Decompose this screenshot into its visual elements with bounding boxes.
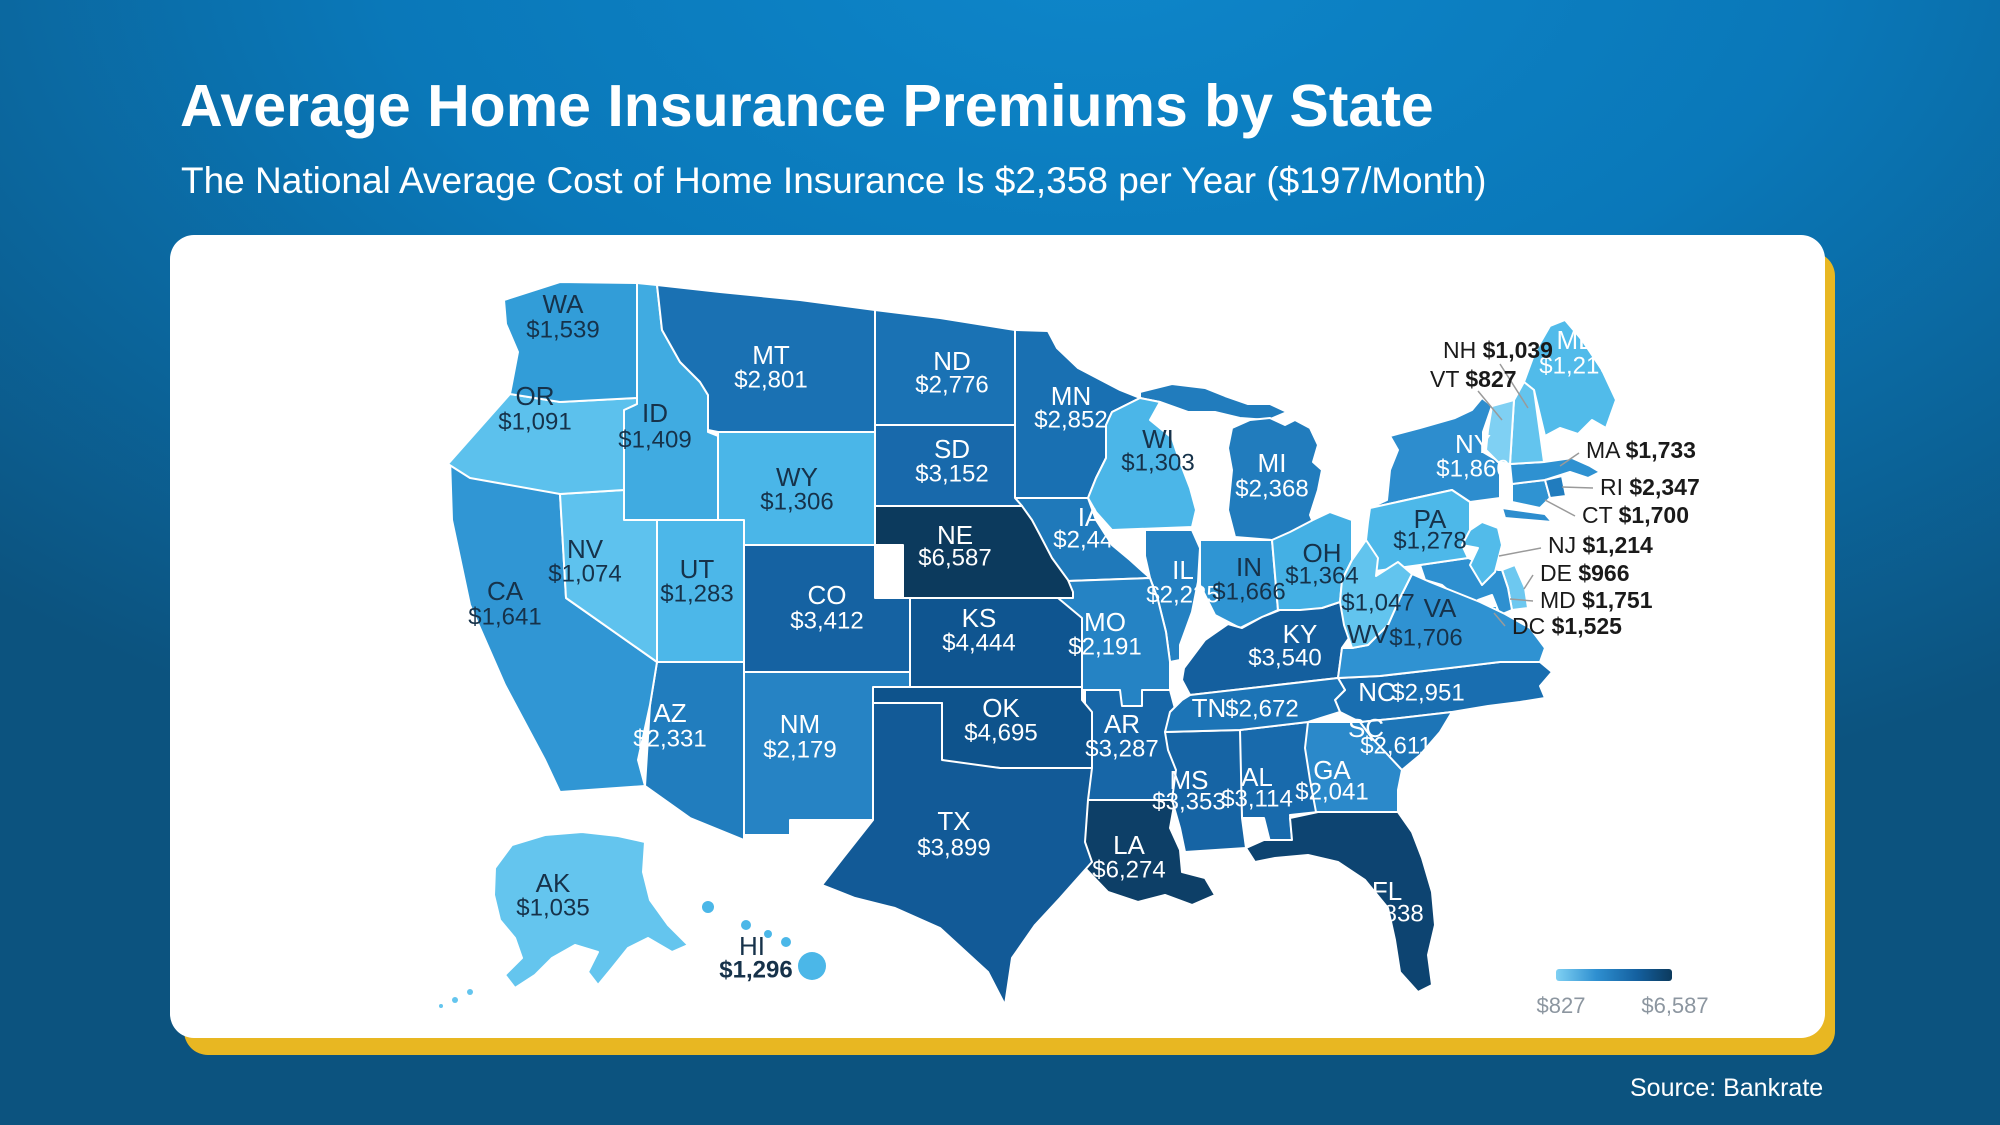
state-NJ-leader-line	[1499, 548, 1541, 556]
state-AK-island	[467, 989, 473, 995]
state-TX-value: $3,899	[917, 834, 991, 862]
state-ND-abbr: ND	[933, 345, 971, 376]
state-AK-island	[452, 997, 458, 1003]
state-IL-abbr: IL	[1172, 554, 1194, 585]
state-NY-abbr: NY	[1454, 428, 1492, 459]
state-SC-abbr: SC	[1347, 712, 1385, 743]
state-MS-value: $3,353	[1152, 788, 1226, 816]
state-OK-abbr: OK	[982, 692, 1020, 723]
state-MI-abbr: MI	[1257, 447, 1287, 478]
state-IA-value: $2,446	[1053, 526, 1127, 554]
state-UT-abbr: UT	[679, 553, 715, 584]
state-GA-value: $2,041	[1295, 778, 1369, 806]
state-HI-island	[741, 920, 751, 930]
state-NE-value: $6,587	[918, 544, 992, 572]
state-WV-abbr: WV	[1347, 618, 1389, 649]
state-LA-value: $6,274	[1092, 856, 1166, 884]
state-MA-label: MA $1,733	[1586, 437, 1696, 464]
state-ND-value: $2,776	[915, 371, 989, 399]
state-MN-abbr: MN	[1050, 380, 1092, 411]
state-AL-value: $3,114	[1221, 785, 1293, 813]
state-WY-abbr: WY	[776, 461, 818, 492]
state-MS-abbr: MS	[1169, 764, 1209, 795]
state-OR-abbr: OR	[515, 380, 555, 411]
state-HI-island	[781, 937, 791, 947]
state-NY-value: $1,860	[1436, 455, 1510, 483]
state-ME-abbr: ME	[1556, 324, 1596, 355]
state-KS-value: $4,444	[942, 629, 1016, 657]
state-AR-abbr: AR	[1103, 708, 1141, 739]
state-WA-abbr: WA	[542, 288, 584, 319]
state-FL-abbr: FL	[1371, 875, 1403, 906]
state-AL-abbr: AL	[1241, 761, 1273, 792]
state-MT-value: $2,801	[734, 366, 808, 394]
state-PA-value: $1,278	[1393, 527, 1467, 555]
state-KY-value: $3,540	[1248, 644, 1322, 672]
state-OR-value: $1,091	[498, 408, 572, 436]
state-IN-abbr: IN	[1236, 551, 1262, 582]
state-SD-abbr: SD	[933, 433, 971, 464]
state-WI-value: $1,303	[1121, 449, 1195, 477]
state-RI-label: RI $2,347	[1600, 474, 1700, 501]
page-subtitle: The National Average Cost of Home Insurance Is $2,358 per Year ($197/Month)	[181, 160, 1487, 201]
state-NE-abbr: NE	[936, 519, 974, 550]
state-CT-leader-line	[1545, 500, 1575, 516]
state-WY-value: $1,306	[760, 488, 834, 516]
state-CA-value: $1,641	[468, 603, 542, 631]
state-MN-value: $2,852	[1034, 406, 1108, 434]
state-IA-abbr: IA	[1077, 501, 1103, 532]
page-title: Average Home Insurance Premiums by State	[180, 73, 1434, 139]
state-AK-abbr: AK	[535, 867, 571, 898]
state-VT-label: VT $827	[1430, 366, 1517, 393]
state-NM-value: $2,179	[763, 736, 837, 764]
state-HI-island	[764, 930, 772, 938]
state-CT-label: CT $1,700	[1582, 502, 1689, 529]
state-NH-label: NH $1,039	[1443, 337, 1553, 364]
state-OH-abbr: OH	[1302, 537, 1342, 568]
state-NY-shape	[1502, 508, 1552, 522]
state-SC-value: $2,611	[1360, 732, 1432, 760]
state-NV-value: $1,074	[548, 560, 622, 588]
state-TN-abbr: TN	[1191, 692, 1227, 723]
state-MO-abbr: MO	[1084, 606, 1126, 637]
state-MD-label: MD $1,751	[1540, 587, 1653, 614]
legend-min-label: $827	[1536, 993, 1586, 1018]
state-MT-abbr: MT	[752, 339, 790, 370]
legend-max-label: $6,587	[1641, 993, 1709, 1018]
state-AK-value: $1,035	[516, 894, 590, 922]
state-VA-abbr: VA	[1423, 592, 1457, 623]
state-DE-label: DE $966	[1540, 560, 1630, 587]
state-IN-value: $1,666	[1212, 578, 1286, 606]
state-AZ-value: $2,331	[633, 725, 707, 753]
state-DE-leader-line	[1524, 575, 1533, 589]
state-TN-value: $2,672	[1225, 695, 1299, 723]
state-GA-abbr: GA	[1313, 754, 1351, 785]
state-HI-abbr: HI	[739, 930, 765, 961]
state-HI-island	[702, 901, 714, 913]
state-NC-abbr: NC	[1358, 676, 1396, 707]
state-NM-abbr: NM	[779, 708, 821, 739]
state-WV-value: $1,047	[1341, 589, 1415, 617]
state-CA-abbr: CA	[486, 575, 524, 606]
state-NC-value: $2,951	[1391, 679, 1465, 707]
state-LA-abbr: LA	[1113, 829, 1145, 860]
state-KY-abbr: KY	[1282, 618, 1318, 649]
state-ID-value: $1,409	[618, 426, 692, 454]
state-VA-value: $1,706	[1389, 624, 1463, 652]
state-OH-value: $1,364	[1285, 562, 1359, 590]
state-DC-label: DC $1,525	[1512, 613, 1622, 640]
state-OK-value: $4,695	[964, 719, 1038, 747]
state-MI-value: $2,368	[1235, 475, 1309, 503]
state-HI-island	[798, 952, 826, 980]
state-NV-abbr: NV	[566, 533, 604, 564]
state-PA-abbr: PA	[1413, 503, 1447, 534]
state-SD-value: $3,152	[915, 460, 989, 488]
state-TX-abbr: TX	[937, 805, 971, 836]
state-HI-value: $1,296	[719, 956, 793, 984]
state-KS-abbr: KS	[961, 602, 997, 633]
state-AK-island	[439, 1004, 443, 1008]
state-WA-value: $1,539	[526, 316, 600, 344]
state-MO-value: $2,191	[1068, 633, 1142, 661]
state-WI-abbr: WI	[1142, 423, 1174, 454]
state-FL-value: $5,838	[1350, 900, 1424, 928]
state-ID-abbr: ID	[642, 397, 668, 428]
state-CO-abbr: CO	[807, 579, 847, 610]
state-NJ-label: NJ $1,214	[1548, 532, 1653, 559]
state-AR-value: $3,287	[1085, 735, 1159, 763]
source-credit: Source: Bankrate	[1630, 1074, 1824, 1102]
state-MI-shape	[1140, 384, 1287, 420]
state-CO-value: $3,412	[790, 607, 864, 635]
legend-gradient-bar	[1556, 969, 1672, 981]
state-UT-value: $1,283	[660, 580, 734, 608]
state-IL-value: $2,225	[1146, 581, 1220, 609]
state-ME-value: $1,219	[1539, 352, 1613, 380]
state-AZ-abbr: AZ	[653, 697, 687, 728]
state-RI-leader-line	[1562, 487, 1593, 488]
